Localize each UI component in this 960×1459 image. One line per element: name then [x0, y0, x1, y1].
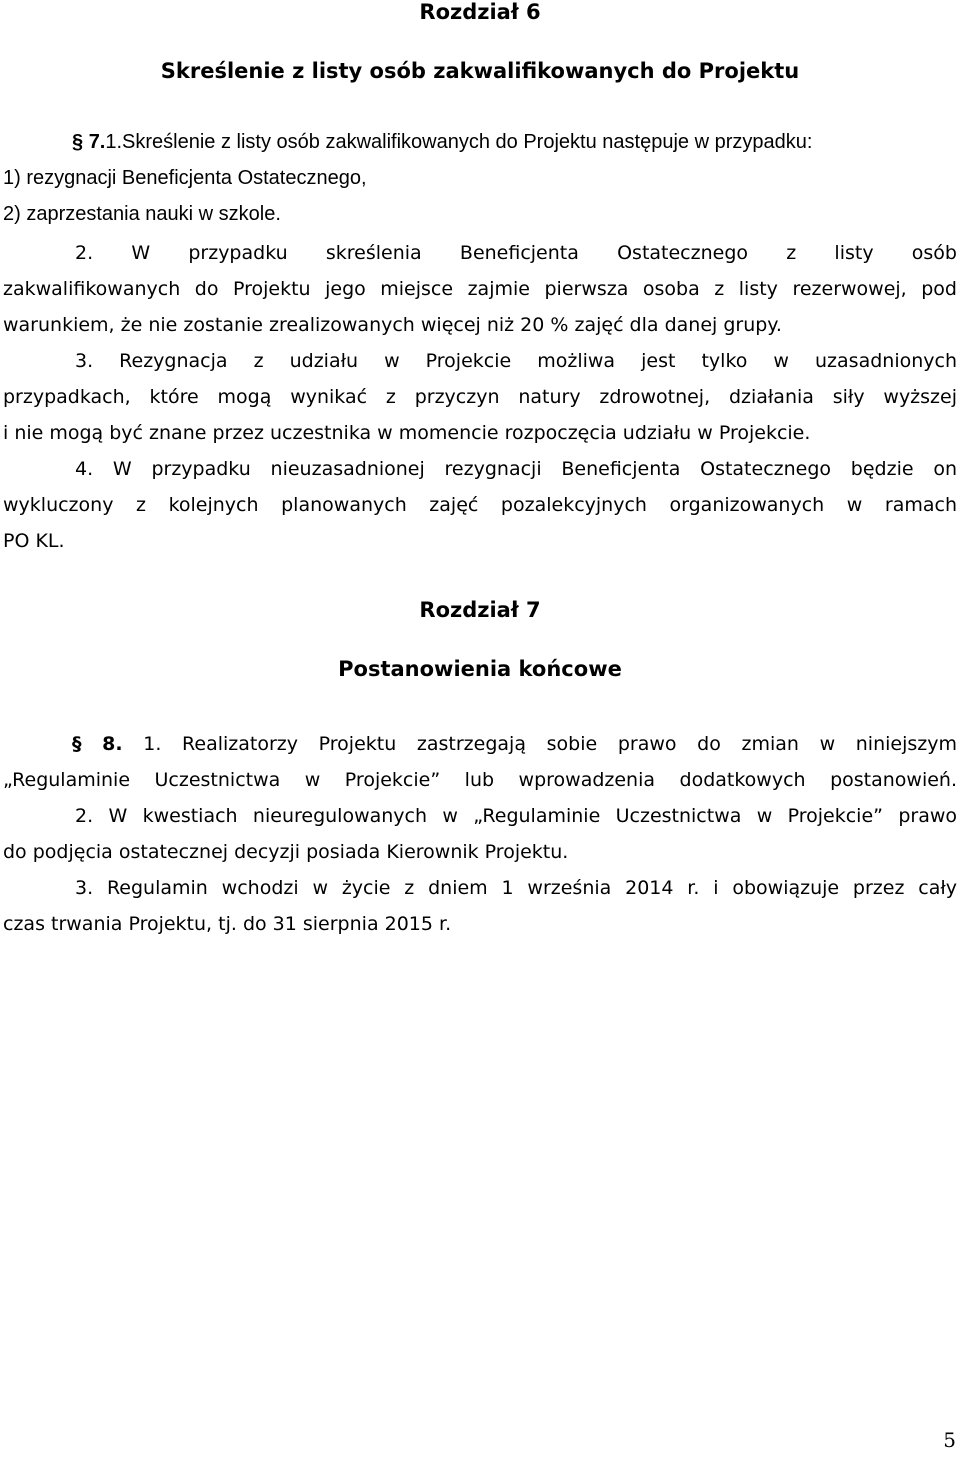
- list-item-1: 1) rezygnacji Beneficjenta Ostatecznego,: [3, 167, 367, 189]
- section-7-paragraph-4-line-1: 4. W przypadku nieuzasadnionej rezygnacji Beneficjenta Ostatecznego będzie on: [75, 458, 957, 480]
- section-7-paragraph-1: [72, 128, 812, 156]
- section-7-paragraph-2-line-3: warunkiem, że nie zostanie zrealizowanych więcej niż 20 % zajęć dla danej grupy.: [3, 314, 782, 336]
- section-8-paragraph-2-line-2: do podjęcia ostatecznej decyzji posiada Kierownik Projektu.: [3, 841, 569, 863]
- section-8-paragraph-3-line-2: czas trwania Projektu, tj. do 31 sierpnia 2015 r.: [3, 913, 452, 935]
- paragraph-text: 1. Realizatorzy Projektu zastrzegają sobie prawo do zmian w niniejszym: [143, 733, 957, 755]
- section-7-paragraph-4-line-3: PO KL.: [3, 530, 65, 552]
- section-7-paragraph-2-line-2: zakwalifikowanych do Projektu jego miejsce zajmie pierwsza osoba z listy rezerwowej, pod: [3, 278, 957, 300]
- section-8-paragraph-1-line-2: „Regulaminie Uczestnictwa w Projekcie” lub wprowadzenia dodatkowych postanowień.: [3, 769, 957, 791]
- section-sign: §: [72, 733, 82, 755]
- list-item-2: 2) zaprzestania nauki w szkole.: [3, 203, 281, 225]
- chapter-7-title: Postanowienia końcowe: [338, 657, 622, 681]
- section-8-paragraph-3-line-1: 3. Regulamin wchodzi w życie z dniem 1 września 2014 r. i obowiązuje przez cały: [75, 877, 957, 899]
- section-7-paragraph-2-line-1: 2. W przypadku skreślenia Beneficjenta Ostatecznego z listy osób: [75, 242, 957, 264]
- section-8-paragraph-1-line-1: [72, 730, 957, 758]
- chapter-6-heading: Rozdział 6: [419, 0, 541, 24]
- section-8-paragraph-2-line-1: 2. W kwestiach nieuregulowanych w „Regulaminie Uczestnictwa w Projekcie” prawo: [75, 805, 957, 827]
- chapter-7-heading: Rozdział 7: [419, 598, 541, 622]
- section-7-paragraph-3-line-3: i nie mogą być znane przez uczestnika w momencie rozpoczęcia udziału w Projekcie.: [3, 422, 811, 444]
- section-number: 7.: [88, 131, 106, 153]
- section-7-paragraph-4-line-2: wykluczony z kolejnych planowanych zajęć pozalekcyjnych organizowanych w ramach: [3, 494, 957, 516]
- section-sign: §: [72, 131, 84, 153]
- section-7-paragraph-3-line-2: przypadkach, które mogą wynikać z przyczyn natury zdrowotnej, działania siły wyższej: [3, 386, 957, 408]
- paragraph-text: 1.Skreślenie z listy osób zakwalifikowanych do Projektu następuje w przypadku:: [105, 131, 813, 153]
- page-number: 5: [943, 1428, 956, 1452]
- section-7-paragraph-3-line-1: 3. Rezygnacja z udziału w Projekcie możliwa jest tylko w uzasadnionych: [75, 350, 957, 372]
- section-number: 8.: [102, 733, 123, 755]
- chapter-6-title: Skreślenie z listy osób zakwalifikowanych do Projektu: [160, 59, 800, 83]
